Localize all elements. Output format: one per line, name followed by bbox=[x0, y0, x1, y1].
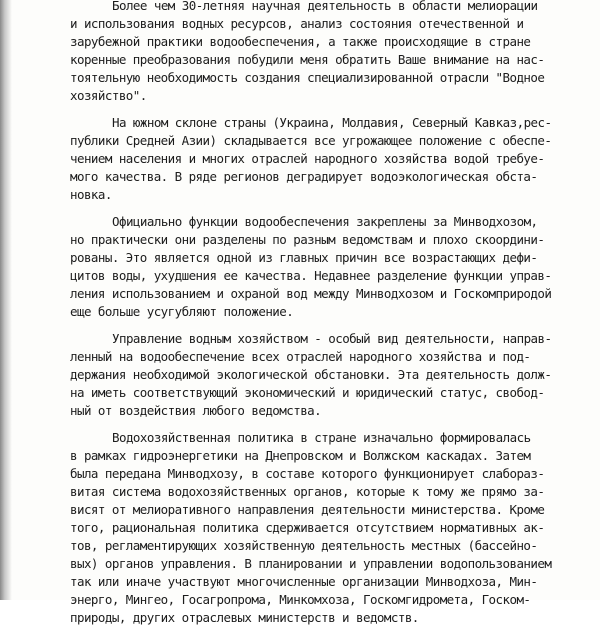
paragraph bbox=[70, 114, 610, 204]
text-line: Более чем 30-летняя научная деятельность в области мелиорации bbox=[112, 0, 538, 13]
text-line: Официально функции водообеспечения закреплены за Минводхозом, bbox=[112, 214, 538, 229]
paragraph bbox=[70, 213, 610, 321]
text-line: тоятельную необходимость создания специализированной отрасли "Водное bbox=[70, 70, 545, 85]
text-line: тов, регламентирующих хозяйственную деятельность местных (бассейно- bbox=[70, 538, 538, 553]
letter-body bbox=[70, 0, 610, 627]
text-line: и использования водных ресурсов, анализ состояния отечественной и bbox=[70, 16, 524, 31]
paragraph-gap bbox=[70, 420, 610, 429]
text-line: энерго, Мингео, Госагропрома, Минкомхоза, Госкомгидромета, Госком- bbox=[70, 592, 531, 607]
paragraph-gap bbox=[70, 204, 610, 213]
text-line: природы, других отраслевых министерств и ведомств. bbox=[70, 610, 419, 625]
text-line: Управление водным хозяйством - особый вид деятельности, направ- bbox=[112, 331, 552, 346]
text-line: но практически они разделены по разным ведомствам и плохо скоордини- bbox=[70, 232, 545, 247]
text-line: ления использованием и охраной вод между Минводхозом и Госкомприродой bbox=[70, 286, 552, 301]
text-line: ный от воздействия любого ведомства. bbox=[70, 403, 322, 418]
text-line: того, рациональная политика сдерживается отсутствием нормативных ак- bbox=[70, 520, 545, 535]
text-line: публики Средней Азии) складывается все угрожающее положение с обеспе- bbox=[70, 133, 552, 148]
text-line: рованы. Это является одной из главных причин все возрастающих дефи- bbox=[70, 250, 538, 265]
text-line: вых) органов управления. В планировании и управлении водопользованием bbox=[70, 556, 552, 571]
text-line: еще больше усугубляют положение. bbox=[70, 304, 294, 319]
text-line: зарубежной практики водообеспечения, а также происходящие в стране bbox=[70, 34, 531, 49]
text-line: на иметь соответствующий экономический и юридический статус, свобод- bbox=[70, 385, 545, 400]
text-line: витая система водохозяйственных органов, которые к тому же прямо за- bbox=[70, 484, 545, 499]
paragraph bbox=[70, 429, 610, 627]
text-line: так или иначе участвуют многочисленные организации Минводхоза, Мин- bbox=[70, 574, 538, 589]
paragraph bbox=[70, 330, 610, 420]
text-line: висят от мелиоративного направления деятельности министерства. Кроме bbox=[70, 502, 545, 517]
paragraph-gap bbox=[70, 105, 610, 114]
text-line: ленный на водообеспечение всех отраслей народного хозяйства и под- bbox=[70, 349, 531, 364]
text-line: хозяйство". bbox=[70, 88, 147, 103]
text-line: Водохозяйственная политика в стране изначально формировалась bbox=[112, 430, 531, 445]
text-line: коренные преобразования побудили меня обратить Ваше внимание на нас- bbox=[70, 52, 545, 67]
text-line: На южном склоне страны (Украина, Молдавия, Северный Кавказ,рес- bbox=[112, 115, 552, 130]
text-line: новка. bbox=[70, 187, 112, 202]
text-line: держания необходимой экологической обстановки. Эта деятельность долж- bbox=[70, 367, 552, 382]
text-line: в рамках гидроэнергетики на Днепровском и Волжском каскадах. Затем bbox=[70, 448, 531, 463]
text-line: была передана Минводхозу, в составе которого функционирует слабораз- bbox=[70, 466, 545, 481]
text-line: цитов воды, ухудшения ее качества. Недавнее разделение функции управ- bbox=[70, 268, 552, 283]
text-line: чением населения и многих отраслей народного хозяйства водой требуе- bbox=[70, 151, 545, 166]
paragraph bbox=[70, 0, 610, 105]
scan-edge-shadow bbox=[0, 0, 12, 600]
paragraph-gap bbox=[70, 321, 610, 330]
text-line: мого качества. В ряде регионов деградирует водоэкологическая обста- bbox=[70, 169, 538, 184]
